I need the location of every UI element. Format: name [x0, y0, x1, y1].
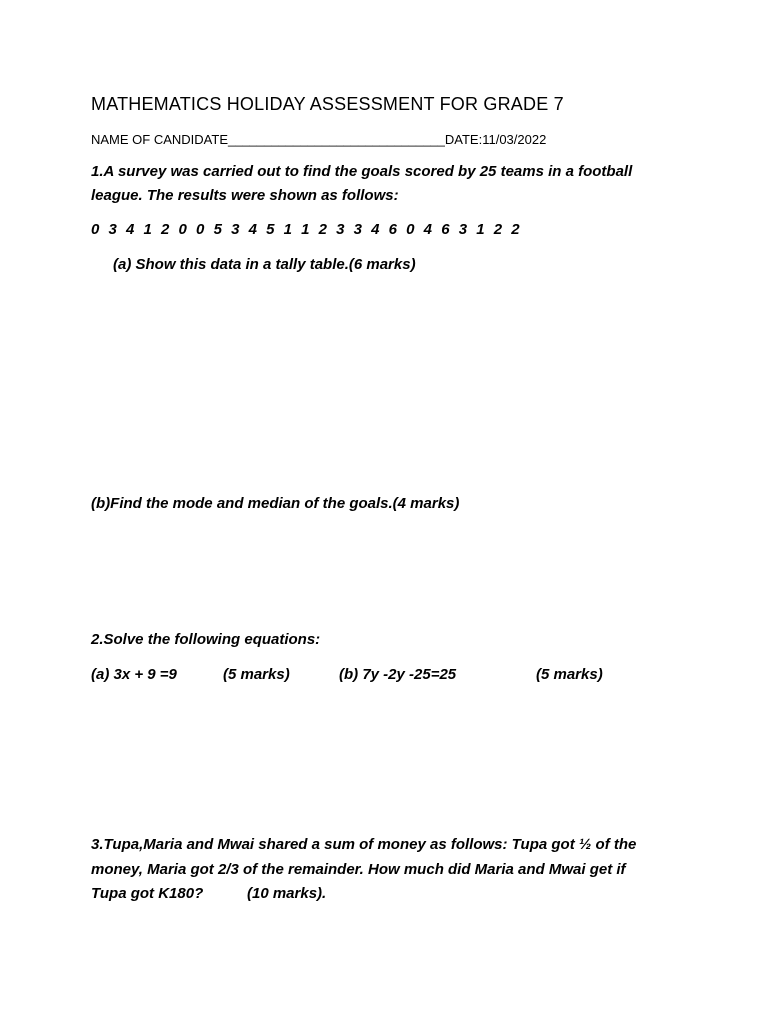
question-3-text-line-2: money, Maria got 2/3 of the remainder. How much did Maria and Mwai get if	[91, 861, 626, 878]
question-2-heading: 2.Solve the following equations:	[91, 631, 321, 648]
question-1-data-values: 0 3 4 1 2 0 0 5 3 4 5 1 1 2 3 3 4 6 0 4 6 3 1 2 2	[91, 221, 521, 238]
question-1-part-a: (a) Show this data in a tally table.(6 marks)	[113, 256, 416, 273]
question-1-part-b: (b)Find the mode and median of the goals.(4 marks)	[91, 495, 460, 512]
question-1-text-line-2: league. The results were shown as follows:	[91, 187, 399, 204]
candidate-name-date-line: NAME OF CANDIDATE______________________________DATE:11/03/2022	[91, 132, 547, 147]
page-title: MATHEMATICS HOLIDAY ASSESSMENT FOR GRADE 7	[91, 94, 564, 114]
question-2-part-b: (b) 7y -2y -25=25	[339, 666, 457, 683]
question-2-part-a-marks: (5 marks)	[223, 666, 290, 683]
question-3-marks: (10 marks).	[247, 885, 327, 902]
question-3-text-line-3: Tupa got K180?	[91, 885, 204, 902]
question-3-text-line-1: 3.Tupa,Maria and Mwai shared a sum of money as follows: Tupa got ½ of the	[91, 836, 637, 853]
question-2-part-b-marks: (5 marks)	[536, 666, 603, 683]
question-1-text-line-1: 1.A survey was carried out to find the goals scored by 25 teams in a football	[91, 163, 633, 180]
question-2-part-a: (a) 3x + 9 =9	[91, 666, 177, 683]
